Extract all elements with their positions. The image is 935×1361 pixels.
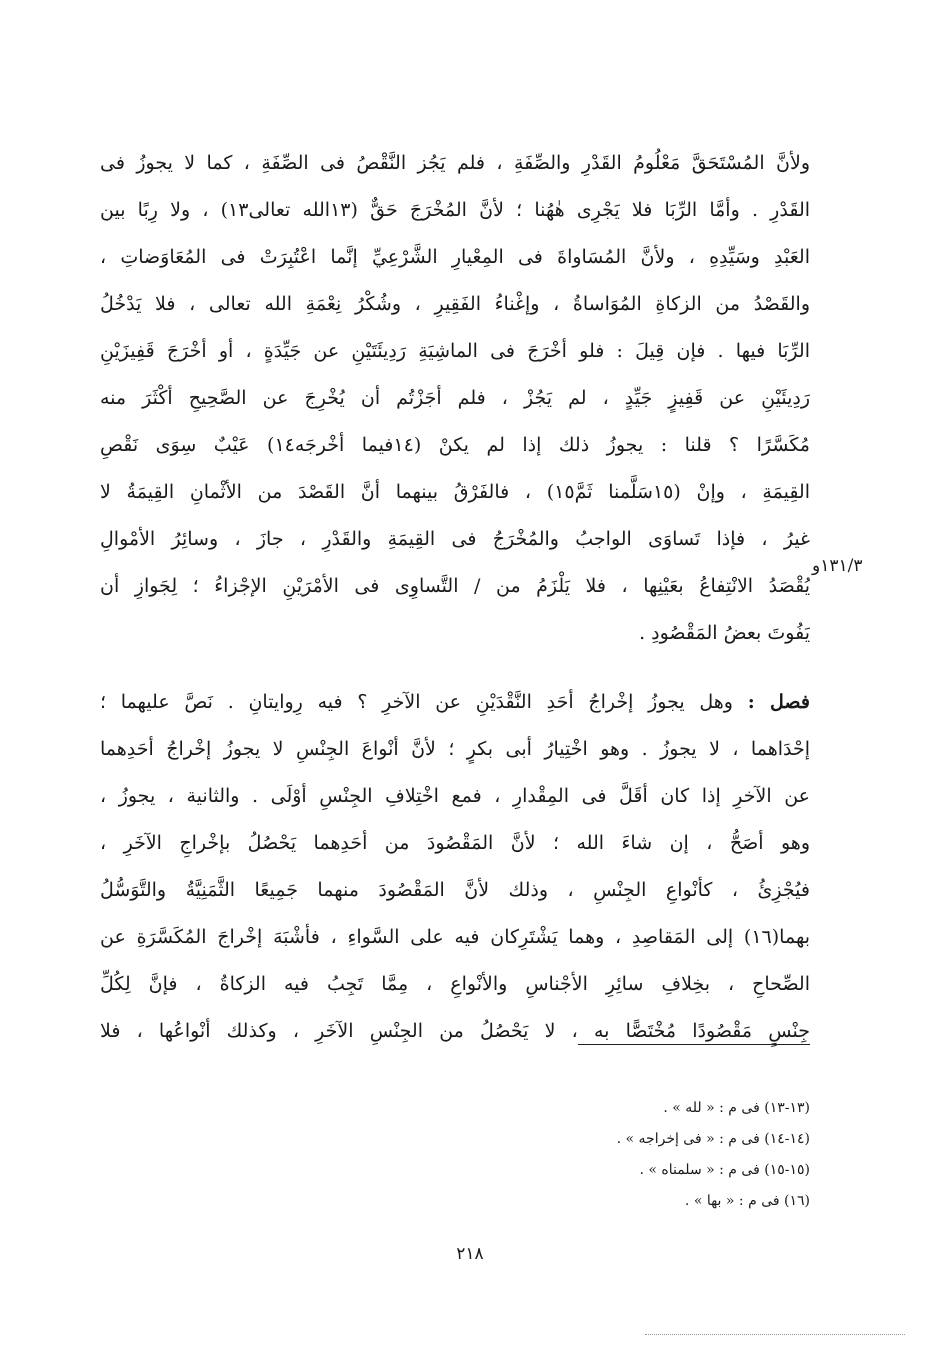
text-line: مُكَسَّرًا ؟ قلنا : يجوزُ ذلك إذا لم يكنْ (١٤فيما أخْرجَه١٤) عَيْبٌ سِوَى نَقْصِ <box>100 434 810 456</box>
text-line: غيرُ ، فإذا تَساوَى الواجبُ والمُخْرَجُ فى القِيمَةِ والقَدْرِ ، جازَ ، وسائِرُ الأمْوالِ <box>100 528 810 550</box>
text-line-content: وهل يجوزُ إخْراجُ أحَدِ النَّقْدَيْنِ عن الآخرِ ؟ فيه رِوايتانِ . نَصَّ عليهما ؛ <box>100 691 733 713</box>
footnote: (١٥-١٥) فى م : « سلمناه » . <box>639 1162 810 1178</box>
main-text <box>100 140 810 1055</box>
footnotes <box>390 1093 810 1217</box>
text-line: بهما(١٦) إلى المَقاصِدِ ، وهما يَشْتَرِكان فيه على السَّواءِ ، فأشْبَهَ إخْراجَ المُكَسَّرَةِ عن <box>100 926 810 948</box>
footnote: (١٤-١٤) فى م : « فى إخراجه » . <box>616 1131 810 1147</box>
text-line: وهو أصَحُّ ، إن شاءَ الله ؛ لأنَّ المَقْصُودَ من أحَدِهما يَحْصُلُ بإخْراجِ الآخَرِ ، <box>100 832 810 854</box>
text-line: الصِّحاحِ ، بخِلافِ سائِرِ الأجْناسِ والأنْواعِ ، مِمَّا تَجِبُ فيه الزكاةُ ، فإنَّ لِكُلِّ <box>100 973 810 995</box>
text-line: الرِّبَا فيها . فإن قِيلَ : فلو أخْرَجَ فى الماشِيَةِ رَدِيئَتَيْنِ عن جَيِّدَةٍ ، أو أخْرَجَ قَفِيزَيْنِ <box>100 340 810 362</box>
section-label: فصل : <box>747 691 810 713</box>
text-line: ولأنَّ المُسْتَحَقَّ مَعْلُومُ القَدْرِ والصِّفَةِ ، فلم يَجُز النَّقْصُ فى الصِّفَةِ ، كما لا يجوزُ فى <box>100 152 810 174</box>
text-line: رَدِيئَيْنِ عن قَفِيزٍ جَيِّدٍ ، لم يَجُزْ ، فلم أجَزْتُم أن يُخْرِجَ عن الصَّحِيحِ أكْثَرَ منه <box>100 387 810 409</box>
footnote: (١٦) فى م : « بها » . <box>684 1193 810 1209</box>
manuscript-folio-note: ١٣١/٣و <box>812 556 863 576</box>
text-line: والقَصْدُ من الزكاةِ المُوَاساةُ ، وإغْناءُ الفَقِيرِ ، وشُكْرُ نِعْمَةِ الله تعالى ، فلا يَدْخُلُ <box>100 293 810 315</box>
paragraph <box>100 140 810 657</box>
scan-edge-dots <box>645 1334 905 1335</box>
text-line: القَدْرِ . وأمَّا الرِّبَا فلا يَجْرِى هٰهُنا ؛ لأنَّ المُخْرَجَ حَقٌّ (١٣الله تعالى١٣) ، ولا رِبًا بين <box>100 199 810 221</box>
footnote-divider <box>578 1044 810 1045</box>
text-line: إحْدَاهما ، لا يجوزُ . وهو اخْتِيارُ أبى بكرٍ ؛ لأنَّ أنْواعَ الجِنْسِ لا يجوزُ إخْراجُ أحَدِهما <box>100 738 810 760</box>
text-line: القِيمَةِ ، وإنْ (١٥سَلَّمنا ثَمَّ١٥) ، فالفَرْقُ بينهما أنَّ القَصْدَ من الأثْمانِ القِيمَةُ لا <box>100 481 810 503</box>
footnote: (١٣-١٣) فى م : « لله » . <box>663 1100 810 1116</box>
text-line: جِنْسٍ مَقْصُودًا مُخْتَصًّا به ، لا يَحْصُلُ من الجِنْسِ الآخَرِ ، وكذلك أنْواعُها ، فلا <box>100 1020 810 1042</box>
text-line: يُقْصَدُ الانْتِفاعُ بعَيْنِها ، فلا يَلْزَمُ من / التَّساوِى فى الأمْرَيْنِ الإجْزاءُ ؛ لِجَوازِ أن <box>100 575 810 597</box>
paragraph <box>100 679 810 1055</box>
text-line <box>100 679 810 726</box>
text-line: العَبْدِ وسَيِّدِهِ ، ولأنَّ المُسَاواةَ فى المِعْيارِ الشَّرْعِيِّ إنَّما اعْتُبِرَتْ فى المُعَاوَضاتِ ، <box>100 246 810 268</box>
text-line: فيُجْزِئُ ، كأنْواعِ الجِنْسِ ، وذلك لأنَّ المَقْصُودَ منهما جَمِيعًا الثَّمَنِيَّةُ والتَّوَسُّلُ <box>100 879 810 901</box>
text-line: يَفُوتَ بعضُ المَقْصُودِ . <box>639 622 810 644</box>
text-line: عن الآخرِ إذا كان أقَلَّ فى المِقْدارِ ، فمع اخْتِلافِ الجِنْسِ أوْلَى . والثانية ، يجوزُ ، <box>100 785 810 807</box>
page-number: ٢١٨ <box>456 1244 484 1264</box>
